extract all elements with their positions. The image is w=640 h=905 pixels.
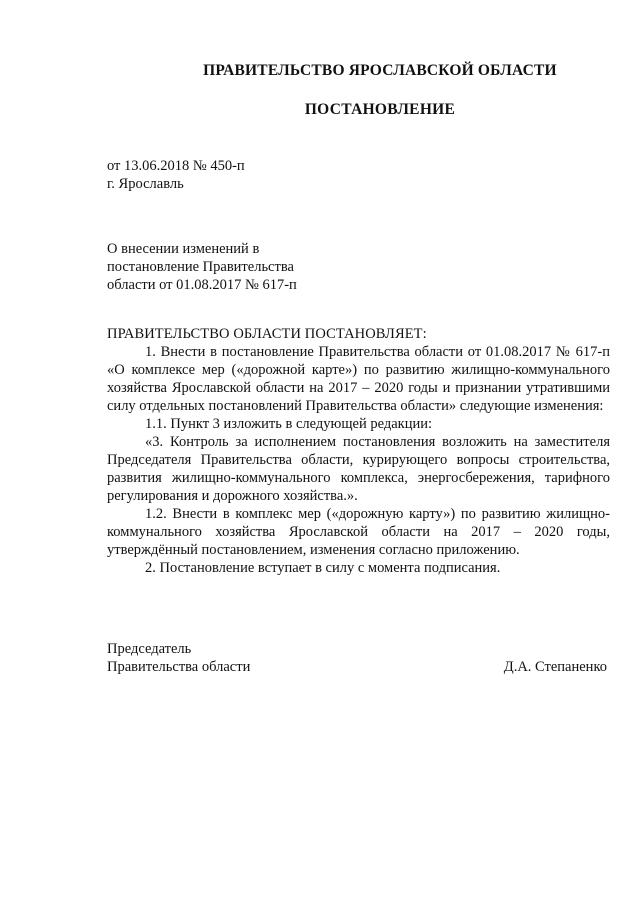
paragraph-2: 2. Постановление вступает в силу с момента подписания. (145, 560, 501, 576)
resolution-lead: ПРАВИТЕЛЬСТВО ОБЛАСТИ ПОСТАНОВЛЯЕТ: (107, 326, 427, 342)
date-number: от 13.06.2018 № 450-п (107, 158, 245, 174)
document-meta (107, 157, 245, 193)
signature-block (107, 640, 607, 676)
signature-row (107, 658, 607, 676)
document-type-title: ПОСТАНОВЛЕНИЕ (304, 101, 456, 118)
signatory-name: Д.А. Степаненко (503, 659, 607, 675)
document-subject (107, 240, 297, 294)
paragraph-quote: «3. Контроль за исполнением постановления возложить на заместителя Председателя Правительства области, курирующего вопросы строительства, развития жилищно-коммунального комплекса, энергосбережения, тарифного регулирования и дорожного хозяйства.». (107, 434, 610, 504)
subject-line-1: О внесении изменений в (107, 241, 260, 257)
signatory-title-line-2: Правительства области (107, 659, 251, 675)
subject-line-2: постановление Правительства (107, 259, 294, 275)
paragraph-1-1: 1.1. Пункт 3 изложить в следующей редакции: (145, 416, 433, 432)
signatory-title-line-1: Председатель (107, 641, 192, 657)
document-body (107, 325, 610, 577)
paragraph-1: 1. Внести в постановление Правительства области от 01.08.2017 № 617-п «О комплексе мер («дорожной карте») по развитию жилищно-коммунального хозяйства Ярославской области на 2017 – 2020 годы и признании утратившими силу отдельных постановлений Правительства области» следующие изменения: (107, 344, 610, 414)
organization-title: ПРАВИТЕЛЬСТВО ЯРОСЛАВСКОЙ ОБЛАСТИ (203, 62, 557, 79)
paragraph-1-2: 1.2. Внести в комплекс мер («дорожную карту») по развитию жилищно-коммунального хозяйства Ярославской области на 2017 – 2020 годы, утверждённый постановлением, изменения согласно приложению. (107, 506, 610, 558)
subject-line-3: области от 01.08.2017 № 617-п (107, 277, 297, 293)
city: г. Ярославль (107, 176, 184, 192)
